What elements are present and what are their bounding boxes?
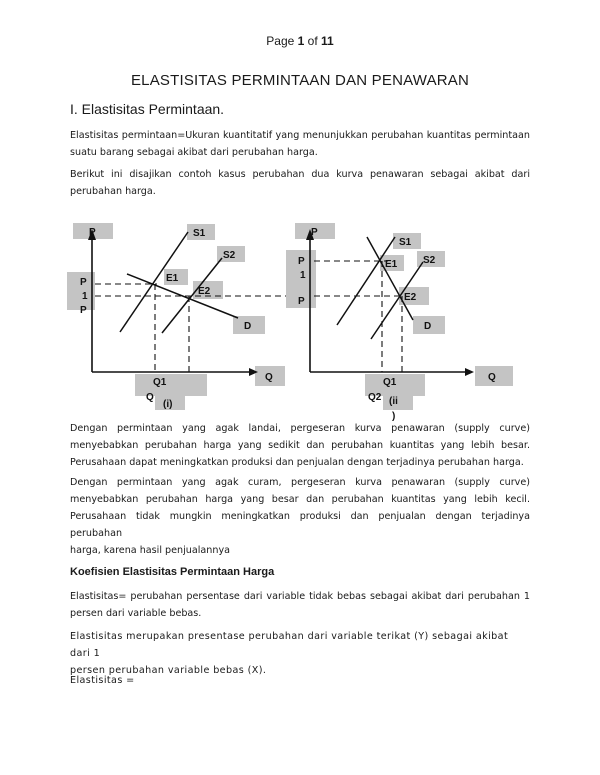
graph1-e2-label: E2 [198, 286, 211, 297]
example-line-1: Berikut ini disajikan contoh kasus perubahan dua kurva penawaran sebagai akibat dari [70, 169, 530, 180]
intro-line-2: suatu barang sebagai akibat dari perubahan harga. [70, 147, 318, 158]
graph2-caption-box [383, 394, 413, 410]
graph2-price-label-1: P [298, 256, 305, 267]
page-current: 1 [297, 34, 305, 48]
graph1-caption: (i) [163, 399, 173, 410]
definition-line-2: persen dari variable bebas. [70, 608, 202, 619]
definition-paragraph [70, 588, 530, 622]
steep-demand-paragraph [70, 474, 530, 559]
steep-line-1: Dengan permintaan yang agak curam, pergeseran kurva penawaran (supply curve) [70, 477, 530, 488]
graph2-e1-label: E1 [385, 259, 398, 270]
graph1-e1-label: E1 [166, 273, 179, 284]
example-line-2: perubahan harga. [70, 186, 156, 197]
page-total: 11 [321, 34, 334, 48]
graph1-d-label: D [244, 321, 252, 332]
definition-line-1: Elastisitas= perubahan persentase dari variable tidak bebas sebagai akibat dari perubahan 1 [70, 591, 530, 602]
graph-2 [286, 223, 513, 422]
graph2-caption-tail: ) [392, 411, 396, 422]
graph1-q2-label: Q [146, 392, 154, 403]
document-title: ELASTISITAS PERMINTAAN DAN PENAWARAN [130, 72, 470, 89]
graph1-price-label-2: 1 [82, 291, 88, 302]
definition2-line-1: Elastisitas merupakan presentase perubahan dari variable terikat (Y) sebagai akibat dari 1 [70, 631, 509, 659]
gentle-line-3: Perusahaan dapat meningkatkan produksi dan penjualan dengan terjadinya perubahan harga. [70, 457, 524, 468]
graph2-q2-label: Q2 [368, 392, 382, 403]
graph1-q-label: Q [265, 372, 273, 383]
page-prefix: Page [266, 34, 298, 48]
graph2-q1-label: Q1 [383, 377, 397, 388]
graph-1 [67, 223, 315, 410]
graph1-price-label-3: P [80, 305, 87, 316]
gentle-line-2: menyebabkan perubahan harga yang sedikit dan perubahan kuantitas yang lebih besar. [70, 440, 530, 451]
graph1-q1-label: Q1 [153, 377, 167, 388]
graph2-q-label: Q [488, 372, 496, 383]
page-of: of [304, 34, 322, 48]
graph2-price-label-3: P [298, 296, 305, 307]
graph2-quantity-arrow [465, 368, 474, 376]
graph2-demand [367, 237, 413, 320]
graph2-s1-label: S1 [399, 237, 412, 248]
graph1-price-label-1: P [80, 277, 87, 288]
definition2-line-2: persen perubahan variable bebas (X). [70, 665, 267, 676]
graph1-p-label: P [89, 227, 96, 238]
graph2-d-label: D [424, 321, 432, 332]
graph2-price-label-2: 1 [300, 270, 306, 281]
graph2-supply-s1 [337, 237, 395, 325]
section-2-heading: Koefisien Elastisitas Permintaan Harga [70, 566, 275, 578]
steep-line-3: Perusahaan tidak mungkin meningkatkan produksi dan penjualan dengan terjadinya perubahan [70, 511, 530, 539]
graph2-e2-label: E2 [404, 292, 417, 303]
graph2-caption: (ii [389, 396, 398, 407]
formula-start: Elastisitas = [70, 675, 135, 686]
graph1-s2-label: S2 [223, 250, 236, 261]
graph1-s1-label: S1 [193, 228, 206, 239]
graph2-p-label: P [311, 227, 318, 238]
intro-line-1: Elastisitas permintaan=Ukuran kuantitatif yang menunjukkan perubahan kuantitas permintaan [70, 130, 530, 141]
steep-line-4: harga, karena hasil penjualannya [70, 545, 231, 556]
gentle-line-1: Dengan permintaan yang agak landai, pergeseran kurva penawaran (supply curve) [70, 423, 530, 434]
gentle-demand-paragraph [70, 420, 530, 471]
section-1-heading: I. Elastisitas Permintaan. [70, 101, 225, 117]
graph2-s2-label: S2 [423, 255, 436, 266]
steep-line-2: menyebabkan perubahan harga yang besar dan perubahan kuantitas yang lebih kecil. [70, 494, 530, 505]
